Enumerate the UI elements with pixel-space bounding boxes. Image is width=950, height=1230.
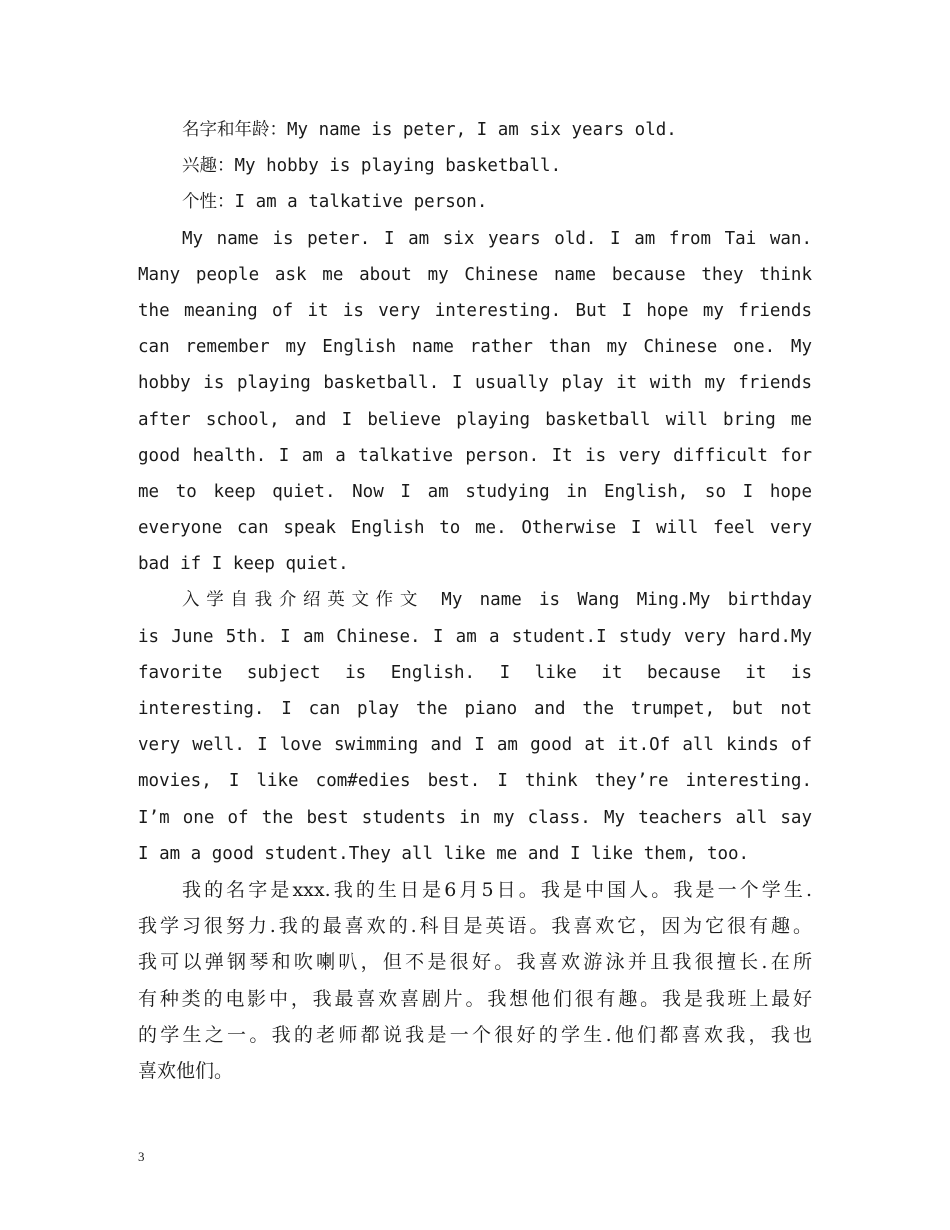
essay1-line: My name is peter. I am six years old. I am from Tai wan.	[182, 228, 812, 249]
translation-line: 我学习很努力.我的最喜欢的.科目是英语。我喜欢它，因为它很有趣。	[138, 915, 812, 938]
essay1-line: good health. I am a talkative person. It is very difficult for	[138, 445, 812, 466]
summary-hobby: 兴趣：My hobby is playing basketball.	[182, 156, 562, 177]
essay1-line: hobby is playing basketball. I usually play it with my friends	[138, 373, 812, 394]
page-number: 3	[138, 1149, 145, 1164]
essay2-title-line: 入学自我介绍英文作文 My name is Wang Ming.My birthday	[182, 590, 812, 611]
essay1-line: Many people ask me about my Chinese name because they think	[138, 264, 812, 285]
translation-line: 我的名字是xxx.我的生日是6月5日。我是中国人。我是一个学生.	[182, 878, 812, 901]
essay1-line-last: bad if I keep quiet.	[138, 554, 349, 575]
document-body	[138, 112, 812, 1089]
essay2-line-last: I am a good student.They all like me and I like them, too.	[138, 843, 750, 864]
translation-line: 的学生之一。我的老师都说我是一个很好的学生.他们都喜欢我，我也	[138, 1023, 812, 1046]
essay2-line: is June 5th. I am Chinese. I am a student.I study very hard.My	[138, 626, 812, 647]
essay1-line: everyone can speak English to me. Otherwise I will feel very	[138, 518, 812, 539]
essay1-line: can remember my English name rather than my Chinese one. My	[138, 337, 812, 358]
translation-line: 有种类的电影中，我最喜欢喜剧片。我想他们很有趣。我是我班上最好	[138, 987, 812, 1010]
essay1-line: the meaning of it is very interesting. But I hope my friends	[138, 300, 812, 321]
summary-name-age: 名字和年龄：My name is peter, I am six years old.	[182, 120, 677, 140]
essay2-line: interesting. I can play the piano and the trumpet, but not	[138, 699, 812, 719]
essay2-line: I’m one of the best students in my class. My teachers all say	[138, 807, 812, 828]
essay2-line: very well. I love swimming and I am good at it.Of all kinds of	[138, 735, 812, 756]
essay1-line: after school, and I believe playing basketball will bring me	[138, 409, 812, 430]
essay2-line: favorite subject is English. I like it because it is	[138, 662, 812, 683]
essay2-line: movies, I like com#edies best. I think they’re interesting.	[138, 771, 812, 792]
translation-line: 我可以弹钢琴和吹喇叭，但不是很好。我喜欢游泳并且我很擅长.在所	[138, 951, 812, 974]
summary-personality: 个性：I am a talkative person.	[182, 192, 488, 213]
translation-line-last: 喜欢他们。	[138, 1059, 234, 1082]
essay1-line: me to keep quiet. Now I am studying in English, so I hope	[138, 481, 812, 502]
